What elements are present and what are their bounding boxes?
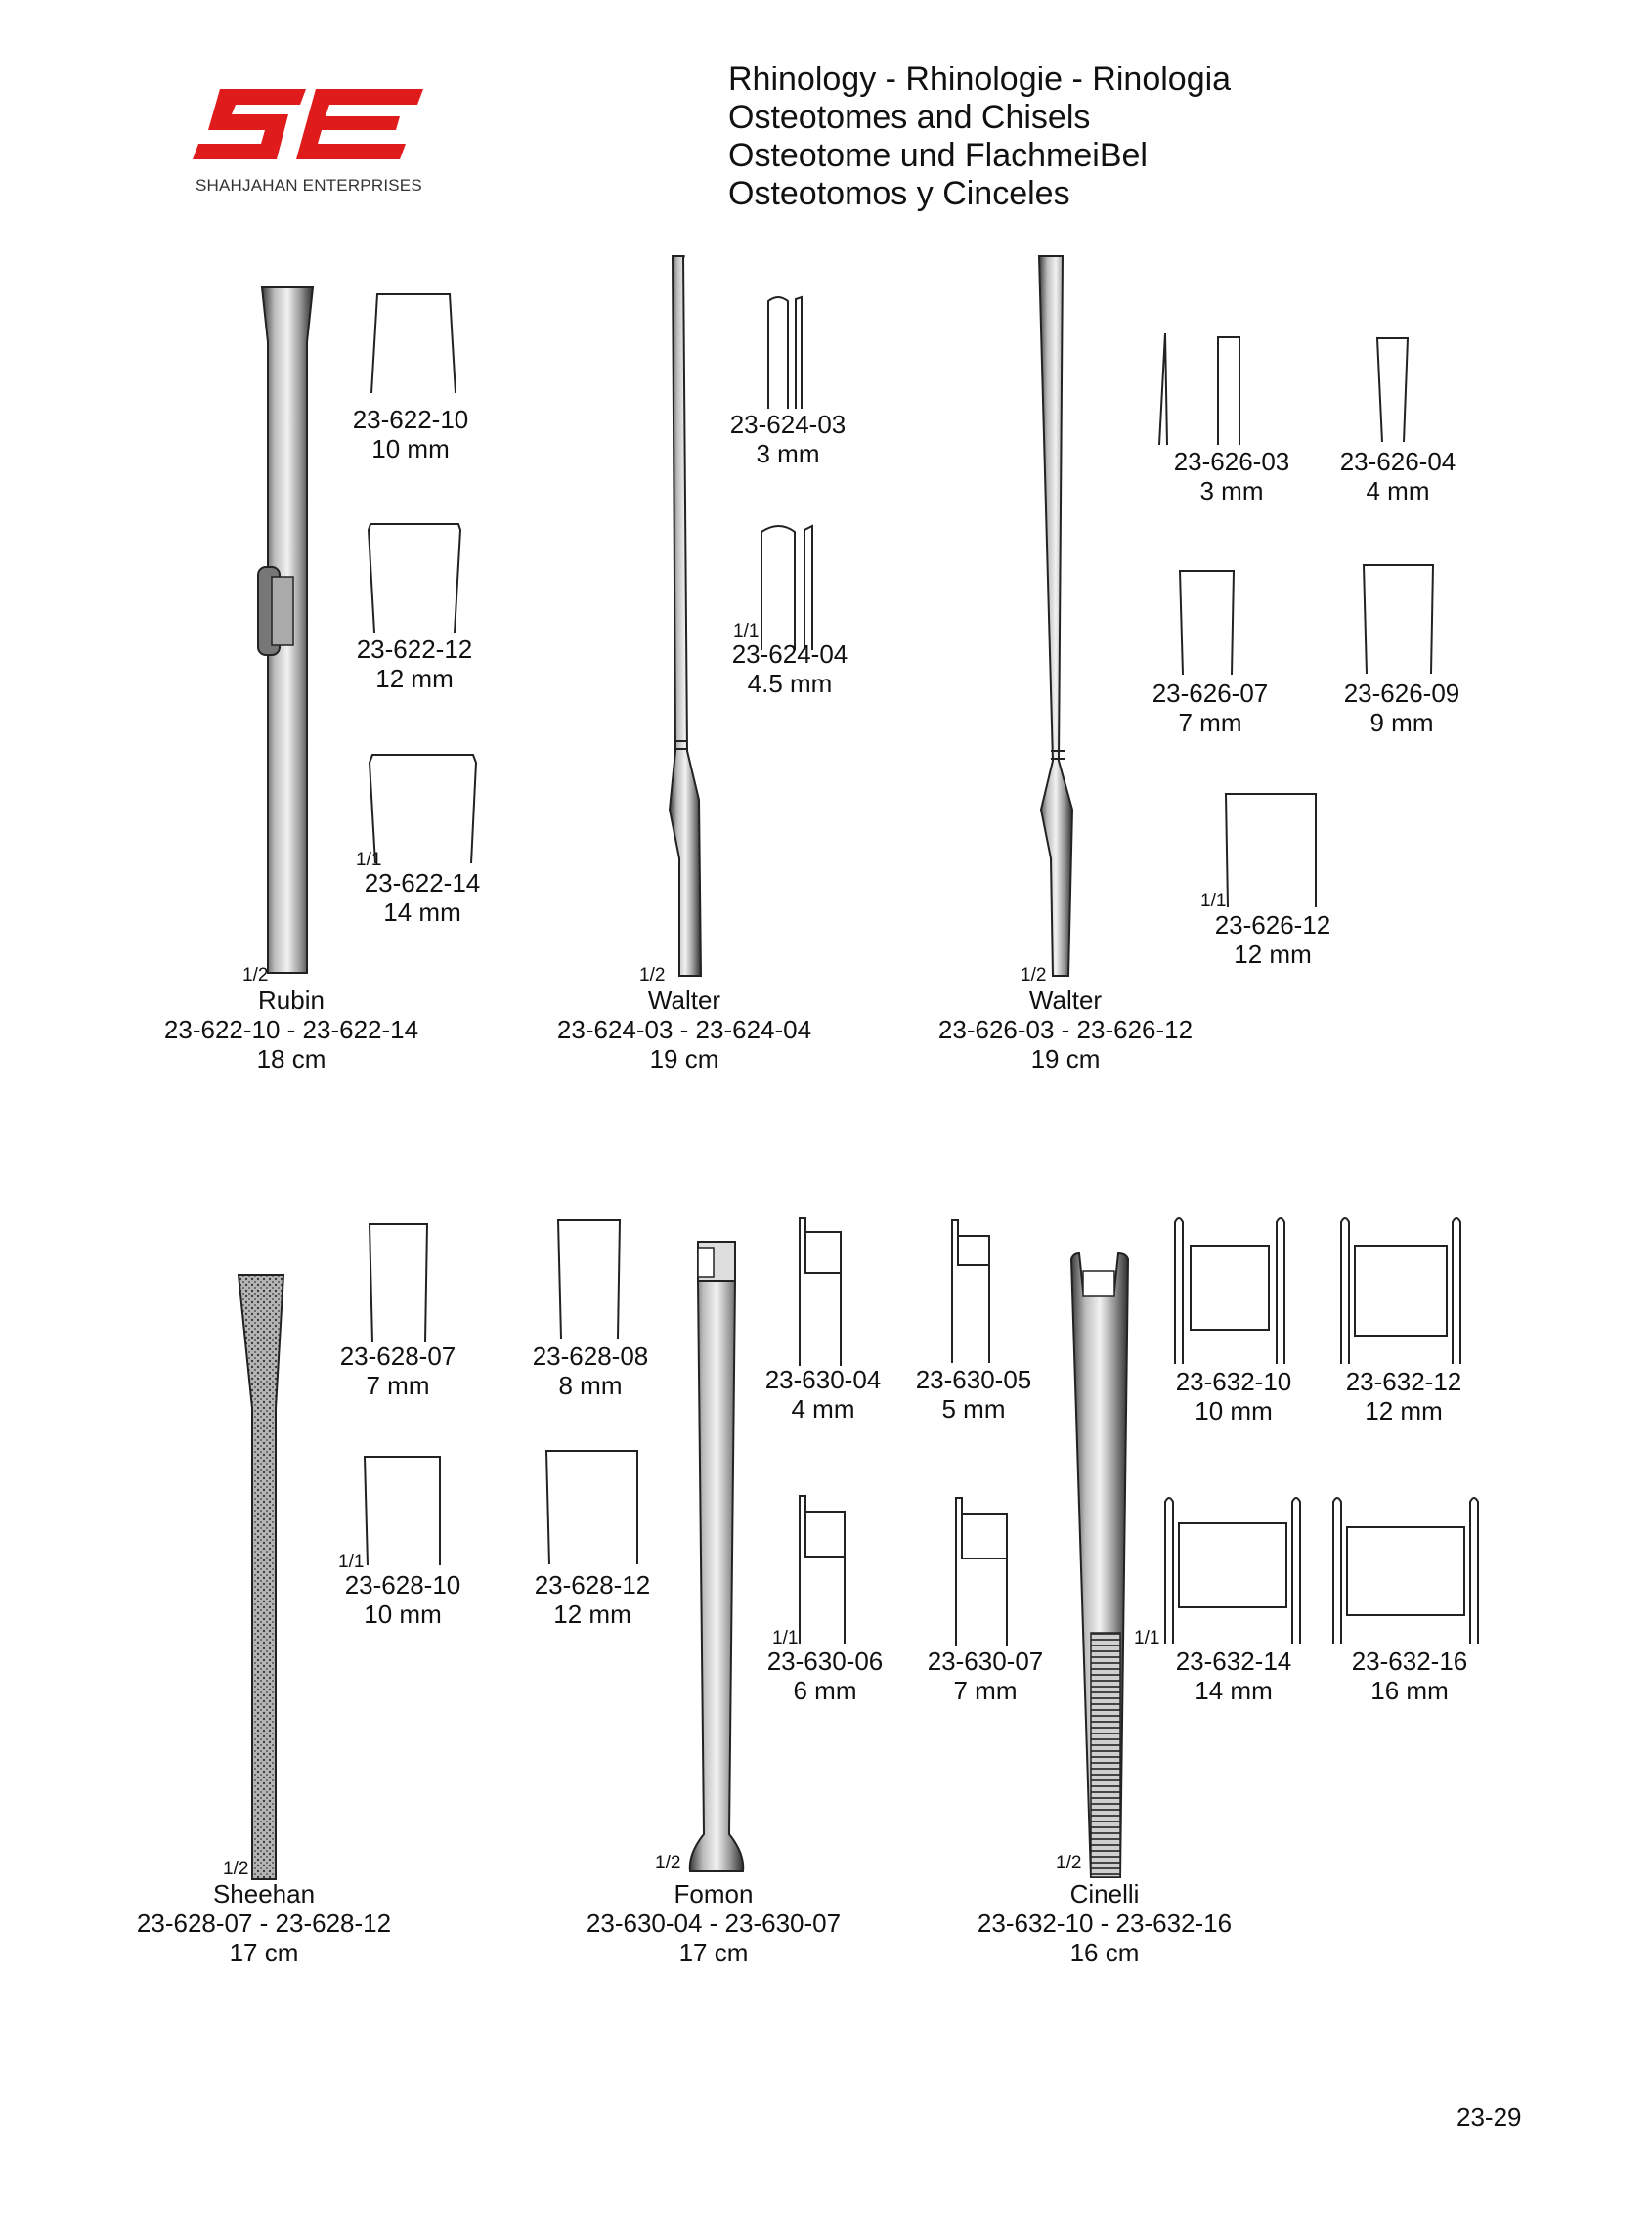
instrument-length: 18 cm xyxy=(256,1044,326,1074)
tip-size: 14 mm xyxy=(383,898,461,927)
walter-626-tip-scale: 1/1 xyxy=(1200,891,1227,911)
cinelli-tip-2-label xyxy=(1326,1367,1482,1426)
sheehan-scale: 1/2 xyxy=(223,1859,249,1879)
header-line-3: Osteotome und FlachmeiBel xyxy=(728,137,1148,174)
tip-code: 23-626-09 xyxy=(1343,679,1460,708)
walter-tip-03-image xyxy=(762,291,807,414)
instrument-length: 17 cm xyxy=(678,1938,749,1967)
fomon-tip-05-image xyxy=(946,1216,995,1368)
walter-626-tip-5-label xyxy=(1195,910,1351,969)
cinelli-tip-12-image xyxy=(1335,1212,1466,1369)
cinelli-caption xyxy=(958,1879,1251,1967)
cinelli-tip-10-image xyxy=(1169,1212,1290,1369)
tip-code: 23-626-12 xyxy=(1214,910,1331,940)
cinelli-osteotome-image xyxy=(1065,1251,1144,1882)
tip-code: 23-630-04 xyxy=(764,1365,882,1394)
tip-code: 23-622-10 xyxy=(352,405,469,434)
instrument-length: 19 cm xyxy=(649,1044,719,1074)
tip-code: 23-630-06 xyxy=(766,1646,884,1676)
walter-626-scale: 1/2 xyxy=(1021,965,1047,986)
walter-tip-626-12-image xyxy=(1222,790,1320,912)
cinelli-tip-scale: 1/1 xyxy=(1134,1628,1160,1648)
sheehan-tip-3-label xyxy=(325,1570,481,1629)
rubin-tip-1-label xyxy=(332,405,489,463)
walter-624-scale: 1/2 xyxy=(639,965,666,986)
walter-626-caption xyxy=(919,986,1212,1074)
tip-size: 8 mm xyxy=(558,1371,623,1400)
rubin-caption xyxy=(145,986,438,1074)
instrument-name: Fomon xyxy=(674,1879,754,1909)
rubin-scale: 1/2 xyxy=(242,965,269,986)
walter-osteotome-626-image xyxy=(1031,252,1090,986)
tip-size: 4.5 mm xyxy=(747,669,833,698)
fomon-tip-04-image xyxy=(794,1214,847,1371)
fomon-tip-3-label xyxy=(747,1646,903,1705)
tip-size: 7 mm xyxy=(366,1371,430,1400)
walter-osteotome-624-image xyxy=(660,252,718,986)
sheehan-tip-scale: 1/1 xyxy=(338,1552,365,1572)
rubin-tip-2-label xyxy=(336,635,493,693)
sheehan-tip-1-label xyxy=(320,1341,476,1400)
instrument-name: Walter xyxy=(647,986,721,1015)
tip-code: 23-632-14 xyxy=(1175,1646,1292,1676)
tip-size: 5 mm xyxy=(941,1394,1006,1424)
rubin-osteotome-image xyxy=(244,284,332,988)
fomon-tip-4-label xyxy=(907,1646,1064,1705)
tip-size: 12 mm xyxy=(553,1600,631,1629)
cinelli-tip-16-image xyxy=(1327,1492,1484,1639)
instrument-length: 16 cm xyxy=(1069,1938,1140,1967)
tip-size: 10 mm xyxy=(371,434,450,463)
rubin-tip-10-image xyxy=(370,290,457,398)
tip-size: 3 mm xyxy=(756,439,820,468)
tip-code: 23-632-12 xyxy=(1345,1367,1462,1396)
tip-code: 23-624-04 xyxy=(731,639,848,669)
walter-tip-626-04-image xyxy=(1374,334,1413,447)
instrument-range: 23-624-03 - 23-624-04 xyxy=(556,1015,812,1044)
cinelli-tip-1-label xyxy=(1155,1367,1312,1426)
sheehan-tip-4-label xyxy=(514,1570,671,1629)
tip-size: 10 mm xyxy=(1195,1396,1273,1426)
fomon-tip-07-image xyxy=(950,1494,1013,1650)
walter-624-tip-scale: 1/1 xyxy=(733,621,760,641)
cinelli-tip-14-image xyxy=(1159,1492,1306,1648)
walter-626-tip-4-label xyxy=(1324,679,1480,737)
tip-code: 23-626-07 xyxy=(1152,679,1269,708)
fomon-tip-2-label xyxy=(895,1365,1052,1424)
tip-code: 23-628-08 xyxy=(532,1341,649,1371)
logo-subtitle: SHAHJAHAN ENTERPRISES xyxy=(196,176,422,195)
walter-tip-626-03-image xyxy=(1157,328,1245,450)
instrument-range: 23-630-04 - 23-630-07 xyxy=(586,1909,842,1938)
walter-tip-626-07-image xyxy=(1177,567,1239,680)
instrument-range: 23-628-07 - 23-628-12 xyxy=(136,1909,392,1938)
fomon-osteotome-image xyxy=(684,1238,753,1883)
tip-size: 6 mm xyxy=(793,1676,857,1705)
cinelli-tip-4-label xyxy=(1331,1646,1488,1705)
walter-tip-04-image xyxy=(758,518,821,655)
fomon-tip-scale: 1/1 xyxy=(772,1628,799,1648)
tip-code: 23-628-07 xyxy=(339,1341,456,1371)
tip-code: 23-622-14 xyxy=(364,868,481,898)
tip-size: 9 mm xyxy=(1369,708,1434,737)
fomon-scale: 1/2 xyxy=(655,1853,681,1873)
tip-size: 14 mm xyxy=(1195,1676,1273,1705)
tip-size: 16 mm xyxy=(1370,1676,1449,1705)
tip-size: 7 mm xyxy=(953,1676,1018,1705)
instrument-name: Rubin xyxy=(258,986,325,1015)
instrument-range: 23-622-10 - 23-622-14 xyxy=(163,1015,419,1044)
cinelli-tip-3-label xyxy=(1155,1646,1312,1705)
rubin-tip-3-label xyxy=(344,868,500,927)
instrument-name: Cinelli xyxy=(1069,1879,1140,1909)
tip-size: 7 mm xyxy=(1178,708,1242,737)
walter-624-caption xyxy=(538,986,831,1074)
fomon-caption xyxy=(567,1879,860,1967)
tip-code: 23-622-12 xyxy=(356,635,473,664)
tip-code: 23-630-05 xyxy=(915,1365,1032,1394)
sheehan-tip-2-label xyxy=(512,1341,669,1400)
tip-size: 4 mm xyxy=(791,1394,855,1424)
tip-code: 23-632-10 xyxy=(1175,1367,1292,1396)
instrument-range: 23-632-10 - 23-632-16 xyxy=(977,1909,1233,1938)
sheehan-tip-10-image xyxy=(362,1453,444,1570)
tip-code: 23-630-07 xyxy=(927,1646,1044,1676)
header-line-1: Rhinology - Rhinologie - Rinologia xyxy=(728,61,1232,98)
sheehan-tip-08-image xyxy=(555,1216,624,1343)
tip-code: 23-624-03 xyxy=(729,410,847,439)
walter-626-tip-2-label xyxy=(1320,447,1476,505)
page-number: 23-29 xyxy=(1456,2102,1522,2131)
page-header xyxy=(728,61,1231,213)
rubin-tip-scale: 1/1 xyxy=(356,850,382,870)
tip-size: 4 mm xyxy=(1366,476,1430,505)
header-line-2: Osteotomes and Chisels xyxy=(728,99,1091,136)
tip-code: 23-626-04 xyxy=(1339,447,1456,476)
tip-size: 12 mm xyxy=(1234,940,1312,969)
sheehan-tip-12-image xyxy=(543,1447,641,1569)
tip-code: 23-632-16 xyxy=(1351,1646,1468,1676)
fomon-tip-06-image xyxy=(794,1492,850,1648)
walter-tip-626-09-image xyxy=(1361,561,1437,679)
cinelli-scale: 1/2 xyxy=(1056,1853,1082,1873)
instrument-name: Walter xyxy=(1028,986,1103,1015)
tip-code: 23-628-10 xyxy=(344,1570,461,1600)
instrument-range: 23-626-03 - 23-626-12 xyxy=(937,1015,1194,1044)
tip-size: 3 mm xyxy=(1199,476,1264,505)
header-line-4: Osteotomos y Cinceles xyxy=(728,175,1070,212)
sheehan-osteotome-image xyxy=(233,1271,291,1887)
tip-code: 23-628-12 xyxy=(534,1570,651,1600)
tip-size: 12 mm xyxy=(375,664,454,693)
rubin-tip-12-image xyxy=(367,520,464,637)
tip-size: 10 mm xyxy=(364,1600,442,1629)
sheehan-caption xyxy=(117,1879,411,1967)
walter-626-tip-3-label xyxy=(1132,679,1288,737)
tip-size: 12 mm xyxy=(1365,1396,1443,1426)
instrument-length: 17 cm xyxy=(229,1938,299,1967)
tip-code: 23-626-03 xyxy=(1173,447,1290,476)
rubin-tip-14-image xyxy=(368,751,480,868)
walter-624-tip-1-label xyxy=(710,410,866,468)
walter-626-tip-1-label xyxy=(1153,447,1310,505)
instrument-length: 19 cm xyxy=(1030,1044,1101,1074)
walter-624-tip-2-label xyxy=(712,639,868,698)
fomon-tip-1-label xyxy=(745,1365,901,1424)
instrument-name: Sheehan xyxy=(212,1879,316,1909)
sheehan-tip-07-image xyxy=(367,1220,431,1347)
